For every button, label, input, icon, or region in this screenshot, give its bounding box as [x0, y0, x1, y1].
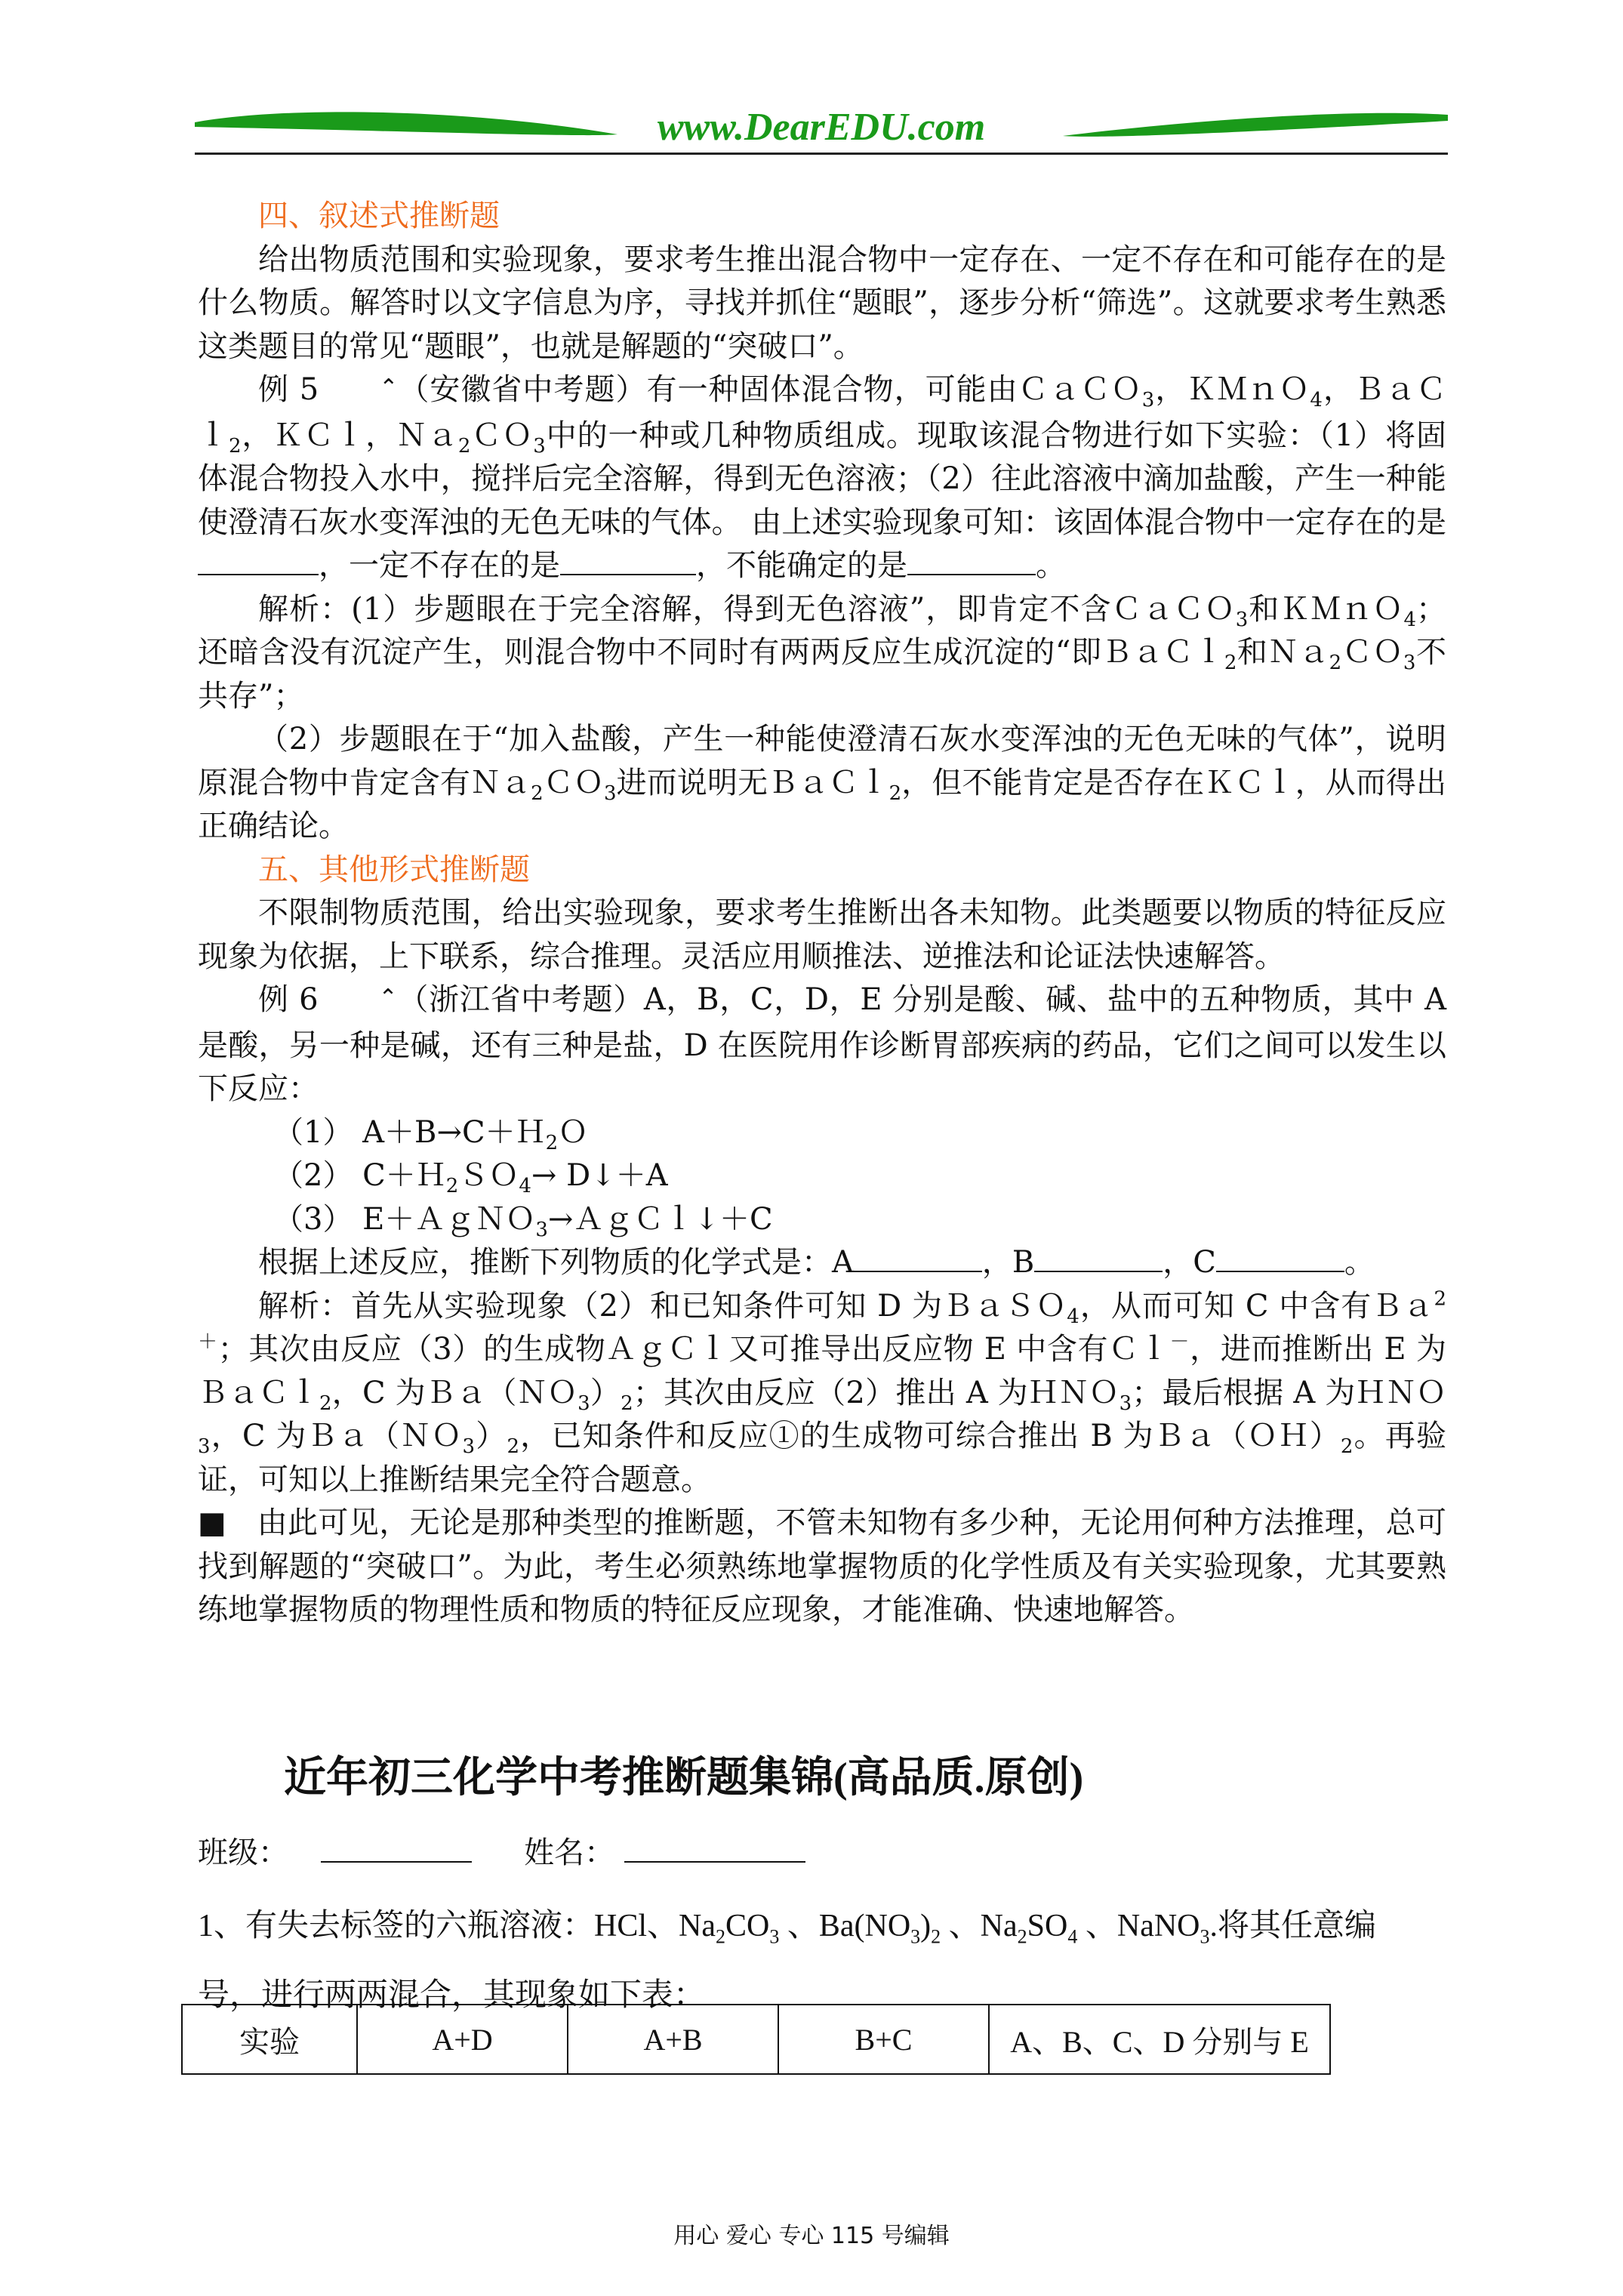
answer-blank: [1216, 1270, 1344, 1272]
answer-blank: [907, 573, 1036, 575]
site-name: www.DearEDU.com: [657, 106, 986, 149]
name-label: 姓名：: [524, 1835, 615, 1870]
analysis-6: 解析：首先从实验现象（2）和已知条件可知 D 为ＢａＳＯ$_4$，从而可知 C 中含有Ｂａ$^{2+}$；其次由反应（3）的生成物ＡｇＣｌ又可推导出反应物 E 中含有Ｃｌ－，进而推断出 E 为ＢａＣｌ$_2$，C 为$Ba(NO_3)_2$；其次由反应（2）推出 A 为ＨＮＯ$_3$；最后根据 A 为ＨＮＯ$_3$，C 为$Ba(NO_3)_2$，已知条件和反应①的生成物可综合推出 B 为$Ba(OH)_2$。再验证，可知以上推断结果完全符合题意。: [198, 1287, 1447, 1497]
section-4-heading: 四、叙述式推断题: [258, 199, 500, 233]
class-field[interactable]: [321, 1860, 472, 1863]
analysis-5-part1: 解析：(1）步题眼在于完全溶解，得到无色溶液”，即肯定不含ＣａＣＯ$_3$和ＫＭｎＯ$_4$；还暗含没有沉淀产生，则混合物中不同时有两两反应生成沉淀的“即ＢａＣｌ$_2$和Ｎａ$_2$ＣＯ$_3$不共存”；: [198, 591, 1447, 713]
reaction-1: （1） A＋B→C＋Ｈ$_2$Ｏ: [273, 1114, 589, 1154]
question-1-line1: 1、有失去标签的六瓶溶液：HCl、$Na_2CO_3$ 、$Ba(NO_3)_2$ 、$Na_2SO_4$ 、NaNO$_3$.将其任意编: [198, 1909, 1377, 1948]
name-field[interactable]: [624, 1860, 805, 1863]
header-banner: [195, 98, 1448, 155]
student-info: [198, 1829, 805, 1872]
table-header-cell: 实验: [182, 2005, 357, 2074]
section-5-heading: 五、其他形式推断题: [258, 852, 530, 887]
header-rule: [195, 153, 1448, 155]
table-header-cell: A+B: [568, 2005, 778, 2074]
site-logo: [195, 98, 1448, 155]
answer-blank: [560, 573, 696, 575]
page-footer: 用心 爱心 专心 115 号编辑: [673, 2223, 950, 2249]
table-header-row: [182, 2005, 1330, 2074]
class-label: 班级：: [198, 1835, 288, 1870]
reaction-3: （3） E＋ＡｇＮＯ$_3$→ＡｇＣｌ↓＋C: [273, 1201, 773, 1241]
answer-blank: [198, 573, 319, 575]
reaction-2: （2） C＋Ｈ$_2$ＳＯ$_4$→ D↓＋A: [273, 1158, 668, 1197]
example-6-question: 根据上述反应，推断下列物质的化学式是：A ，B ，C 。: [258, 1245, 1375, 1280]
experiment-table: [181, 2004, 1331, 2075]
answer-blank: [854, 1270, 982, 1272]
question-1-line2: 号，进行两两混合，其现象如下表：: [198, 1978, 706, 2013]
table-header-cell: A、B、C、D 分别与 E: [989, 2005, 1330, 2074]
caret-icon: ⌃: [378, 985, 398, 1011]
summary-paragraph: ■ 由此可见，无论是那种类型的推断题，不管未知物有多少种，无论用何种方法推理，总可找到解题的“突破口”。为此，考生必须熟练地掌握物质的化学性质及有关实验现象，尤其要熟练地掌握物质的物理性质和物质的特征反应现象，才能准确、快速地解答。: [198, 1505, 1446, 1627]
collection-title: 近年初三化学中考推断题集锦(高品质.原创): [284, 1755, 1084, 1801]
answer-blank: [1034, 1270, 1163, 1272]
table-header-cell: B+C: [778, 2005, 989, 2074]
example-6: 例 6 ⌃（浙江省中考题）A，B，C，D，E 分别是酸、碱、盐中的五种物质，其中 A 是酸，另一种是碱，还有三种是盐，D 在医院用作诊断胃部疾病的药品，它们之间可以发生以下反应：: [198, 978, 1446, 1111]
table-header-cell: A+D: [357, 2005, 568, 2074]
section-4-intro: 给出物质范围和实验现象，要求考生推出混合物中一定存在、一定不存在和可能存在的是什么物质。解答时以文字信息为序，寻找并抓住“题眼”，逐步分析“筛选”。这就要求考生熟悉这类题目的常见“题眼”，也就是解题的“突破口”。: [198, 242, 1446, 364]
caret-icon: ⌃: [379, 374, 399, 401]
analysis-5-part2: （2）步题眼在于“加入盐酸，产生一种能使澄清石灰水变浑浊的无色无味的气体”，说明原混合物中肯定含有Ｎａ$_2$ＣＯ$_3$进而说明无ＢａＣｌ$_2$，但不能肯定是否存在ＫＣｌ，从而得出正确结论。: [198, 722, 1447, 843]
section-5-intro: 不限制物质范围，给出实验现象，要求考生推断出各未知物。此类题要以物质的特征反应现象为依据，上下联系，综合推理。灵活应用顺推法、逆推法和论证法快速解答。: [198, 895, 1446, 974]
example-5: 例 5 ⌃（安徽省中考题）有一种固体混合物，可能由ＣａＣＯ$_3$，ＫＭｎＯ$_4$，ＢａＣｌ$_2$，ＫＣｌ，Ｎａ$_2$ＣＯ$_3$中的一种或几种物质组成。现取该混合物进行如下实验：（1）将固体混合物投入水中，搅拌后完全溶解，得到无色溶液；（2）往此溶液中滴加盐酸，产生一种能使澄清石灰水变浑浊的无色无味的气体。 由上述实验现象可知：该固体混合物中一定存在的是，一定不存在的是 ，不能确定的是 。: [198, 368, 1446, 588]
document-body: [198, 195, 1446, 1632]
